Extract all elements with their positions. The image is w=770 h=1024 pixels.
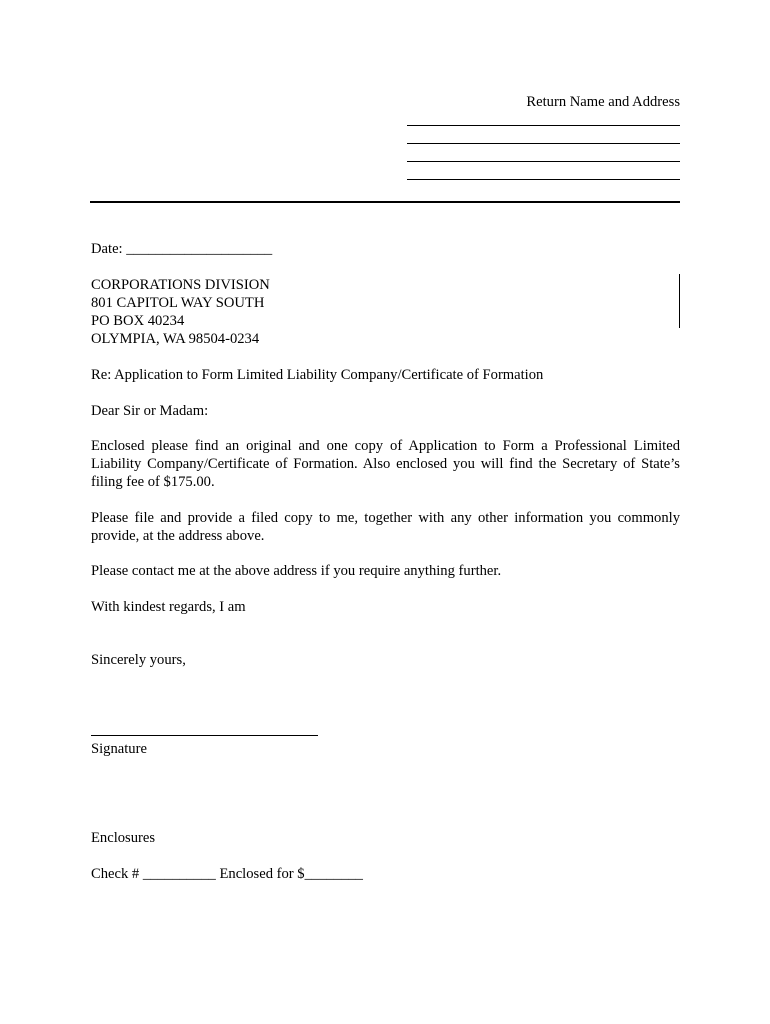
margin-bar xyxy=(679,274,680,328)
enclosures-label: Enclosures xyxy=(91,830,156,846)
return-address-block xyxy=(407,93,680,180)
address-line-4: OLYMPIA, WA 98504-0234 xyxy=(91,331,260,347)
return-address-line-4[interactable] xyxy=(407,162,680,180)
paragraph-file xyxy=(91,509,680,545)
return-address-line-3[interactable] xyxy=(407,144,680,162)
paragraph-file-line-1: Please file and provide a filed copy to me, together with any other information you commonly xyxy=(91,510,680,526)
paragraph-contact: Please contact me at the above address if you require anything further. xyxy=(91,563,502,579)
signature-line[interactable] xyxy=(91,735,318,736)
closing-sincerely: Sincerely yours, xyxy=(91,652,186,668)
paragraph-enclosed-line-1: Enclosed please find an original and one copy of Application to Form a Professional Limited xyxy=(91,438,680,454)
header-divider xyxy=(90,201,680,203)
return-address-title: Return Name and Address xyxy=(526,94,680,110)
address-line-1: CORPORATIONS DIVISION xyxy=(91,277,270,293)
paragraph-enclosed-line-3: filing fee of $175.00. xyxy=(91,474,215,490)
check-enclosed-line: Check # __________ Enclosed for $________ xyxy=(91,866,363,882)
return-address-line-1[interactable] xyxy=(407,111,680,126)
date-line: Date: ____________________ xyxy=(91,241,273,257)
address-line-3: PO BOX 40234 xyxy=(91,313,185,329)
closing-regards: With kindest regards, I am xyxy=(91,599,246,615)
salutation: Dear Sir or Madam: xyxy=(91,403,209,419)
recipient-address xyxy=(91,276,270,348)
paragraph-enclosed-line-2: Liability Company/Certificate of Formation. Also enclosed you will find the Secretary of State’s xyxy=(91,456,680,472)
return-address-line-2[interactable] xyxy=(407,126,680,144)
re-line: Re: Application to Form Limited Liability Company/Certificate of Formation xyxy=(91,367,544,383)
signature-label: Signature xyxy=(91,741,147,757)
address-line-2: 801 CAPITOL WAY SOUTH xyxy=(91,295,265,311)
paragraph-file-line-2: provide, at the address above. xyxy=(91,528,265,544)
paragraph-enclosed xyxy=(91,437,680,491)
